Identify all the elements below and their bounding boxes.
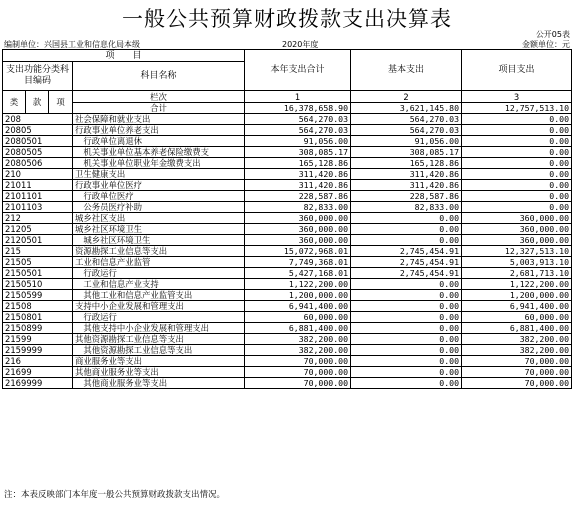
row-subject-name: 其他支持中小企业发展和管理支出 [73,323,245,334]
row-project: 0.00 [462,136,572,147]
row-total: 360,000.00 [245,213,351,224]
row-total: 82,833.00 [245,202,351,213]
row-total: 564,270.03 [245,125,351,136]
row-project: 6,881,400.00 [462,323,572,334]
row-total: 70,000.00 [245,356,351,367]
table-row [3,257,572,268]
table-row [3,367,572,378]
row-project: 360,000.00 [462,224,572,235]
column-index-row [3,91,572,103]
table-row [3,224,572,235]
row-basic: 165,128.86 [351,158,462,169]
row-total: 15,072,968.01 [245,246,351,257]
row-code: 2159999 [3,345,73,356]
row-total: 228,587.86 [245,191,351,202]
table-row [3,323,572,334]
row-basic: 2,745,454.91 [351,268,462,279]
row-total: 165,128.86 [245,158,351,169]
header-code-group: 支出功能分类科目编码 [3,62,73,91]
row-subject-name: 工业和信息产业监管 [73,257,245,268]
total-project: 12,757,513.10 [462,103,572,114]
row-subject-name: 其他工业和信息产业监管支出 [73,290,245,301]
row-total: 1,122,200.00 [245,279,351,290]
table-row [3,378,572,389]
row-total: 5,427,168.01 [245,268,351,279]
row-code: 2101103 [3,202,73,213]
table-row [3,213,572,224]
row-code: 2080505 [3,147,73,158]
row-project: 0.00 [462,147,572,158]
table-row [3,114,572,125]
row-total: 360,000.00 [245,235,351,246]
row-code: 21011 [3,180,73,191]
header-item: 项 目 [3,50,245,62]
row-code: 21205 [3,224,73,235]
row-code: 2150899 [3,323,73,334]
row-code: 212 [3,213,73,224]
header-row-item [3,50,572,62]
row-total: 382,200.00 [245,345,351,356]
col-number-2: 2 [351,91,462,103]
row-basic: 82,833.00 [351,202,462,213]
row-subject-name: 城乡社区环境卫生 [73,235,245,246]
row-total: 91,056.00 [245,136,351,147]
row-subject-name: 其他资源勘探工业信息等支出 [73,334,245,345]
row-project: 382,200.00 [462,345,572,356]
header-basic: 基本支出 [351,50,462,91]
row-basic: 0.00 [351,334,462,345]
row-total: 382,200.00 [245,334,351,345]
row-total: 7,749,368.01 [245,257,351,268]
row-basic: 0.00 [351,290,462,301]
total-label: 合计 [73,103,245,114]
table-row [3,345,572,356]
row-project: 0.00 [462,158,572,169]
row-subject-name: 商业服务业等支出 [73,356,245,367]
row-code: 216 [3,356,73,367]
row-subject-name: 公务员医疗补助 [73,202,245,213]
header-xiang: 项 [49,91,73,114]
row-total: 311,420.86 [245,169,351,180]
row-code: 2080506 [3,158,73,169]
row-basic: 311,420.86 [351,169,462,180]
row-basic: 0.00 [351,301,462,312]
row-subject-name: 其他资源勘探工业信息等支出 [73,345,245,356]
row-code: 208 [3,114,73,125]
table-row [3,279,572,290]
row-total: 311,420.86 [245,180,351,191]
table-row [3,169,572,180]
row-project: 0.00 [462,202,572,213]
table-row [3,202,572,213]
row-subject-name: 行政运行 [73,268,245,279]
row-basic: 311,420.86 [351,180,462,191]
row-code: 2150599 [3,290,73,301]
row-basic: 0.00 [351,312,462,323]
row-project: 382,200.00 [462,334,572,345]
table-row [3,301,572,312]
row-basic: 91,056.00 [351,136,462,147]
table-row [3,268,572,279]
row-project: 1,200,000.00 [462,290,572,301]
table-row [3,290,572,301]
row-basic: 0.00 [351,323,462,334]
row-subject-name: 工业和信息产业支持 [73,279,245,290]
row-subject-name: 机关事业单位基本养老保险缴费支 [73,147,245,158]
expenditure-table [2,49,572,389]
header-col-index: 栏次 [73,91,245,103]
row-basic: 0.00 [351,367,462,378]
row-project: 5,003,913.10 [462,257,572,268]
table-row [3,147,572,158]
row-subject-name: 其他商业服务业等支出 [73,378,245,389]
row-subject-name: 资源勘探工业信息等支出 [73,246,245,257]
row-basic: 0.00 [351,224,462,235]
table-row [3,158,572,169]
row-project: 0.00 [462,125,572,136]
compiling-unit: 编制单位：兴国县工业和信息化局本级 [4,40,140,49]
row-project: 360,000.00 [462,235,572,246]
row-total: 70,000.00 [245,367,351,378]
report-year: 2020年度 [282,40,319,49]
col-number-1: 1 [245,91,351,103]
row-code: 2150801 [3,312,73,323]
row-code: 21599 [3,334,73,345]
table-row [3,312,572,323]
row-project: 70,000.00 [462,367,572,378]
row-basic: 308,085.17 [351,147,462,158]
row-subject-name: 行政单位离退休 [73,136,245,147]
row-project: 70,000.00 [462,378,572,389]
table-row [3,180,572,191]
table-row [3,334,572,345]
row-project: 6,941,400.00 [462,301,572,312]
header-total: 本年支出合计 [245,50,351,91]
total-amount: 16,378,658.90 [245,103,351,114]
row-project: 70,000.00 [462,356,572,367]
header-kuan: 款 [26,91,49,114]
row-project: 0.00 [462,169,572,180]
table-row [3,246,572,257]
row-subject-name: 城乡社区支出 [73,213,245,224]
row-total: 1,200,000.00 [245,290,351,301]
row-total: 70,000.00 [245,378,351,389]
table-row [3,235,572,246]
row-total: 6,881,400.00 [245,323,351,334]
row-code: 2120501 [3,235,73,246]
table-row [3,191,572,202]
row-subject-name: 卫生健康支出 [73,169,245,180]
row-project: 1,122,200.00 [462,279,572,290]
table-row [3,136,572,147]
row-code: 210 [3,169,73,180]
footnote: 注：本表反映部门本年度一般公共预算财政拨款支出情况。 [4,490,226,500]
row-subject-name: 行政运行 [73,312,245,323]
row-basic: 0.00 [351,279,462,290]
row-code: 2169999 [3,378,73,389]
row-code: 2080501 [3,136,73,147]
row-project: 60,000.00 [462,312,572,323]
row-subject-name: 支持中小企业发展和管理支出 [73,301,245,312]
row-basic: 2,745,454.91 [351,246,462,257]
header-subject: 科目名称 [73,62,245,91]
row-subject-name: 其他商业服务业等支出 [73,367,245,378]
row-subject-name: 城乡社区环境卫生 [73,224,245,235]
table-row [3,356,572,367]
row-code: 215 [3,246,73,257]
row-subject-name: 行政单位医疗 [73,191,245,202]
row-project: 0.00 [462,191,572,202]
row-code: 20805 [3,125,73,136]
row-subject-name: 机关事业单位职业年金缴费支出 [73,158,245,169]
table-row [3,125,572,136]
row-basic: 0.00 [351,378,462,389]
row-total: 308,085.17 [245,147,351,158]
row-subject-name: 行政事业单位医疗 [73,180,245,191]
row-code: 2101101 [3,191,73,202]
row-subject-name: 社会保障和就业支出 [73,114,245,125]
row-basic: 564,270.03 [351,125,462,136]
row-total: 60,000.00 [245,312,351,323]
header-lei: 类 [3,91,26,114]
row-basic: 0.00 [351,345,462,356]
row-total: 564,270.03 [245,114,351,125]
row-code: 21699 [3,367,73,378]
col-number-3: 3 [462,91,572,103]
row-code: 2150501 [3,268,73,279]
form-number: 公开05表 [535,30,570,39]
row-project: 0.00 [462,114,572,125]
row-basic: 228,587.86 [351,191,462,202]
row-project: 12,327,513.10 [462,246,572,257]
row-basic: 0.00 [351,213,462,224]
row-code: 21508 [3,301,73,312]
row-subject-name: 行政事业单位养老支出 [73,125,245,136]
row-basic: 564,270.03 [351,114,462,125]
report-title: 一般公共预算财政拨款支出决算表 [122,7,452,31]
row-basic: 0.00 [351,356,462,367]
row-total: 360,000.00 [245,224,351,235]
row-basic: 0.00 [351,235,462,246]
row-code: 21505 [3,257,73,268]
total-row [3,103,572,114]
row-total: 6,941,400.00 [245,301,351,312]
amount-unit: 金额单位：元 [522,40,570,49]
row-project: 2,681,713.10 [462,268,572,279]
row-project: 360,000.00 [462,213,572,224]
row-code: 2150510 [3,279,73,290]
row-project: 0.00 [462,180,572,191]
header-project: 项目支出 [462,50,572,91]
total-basic: 3,621,145.80 [351,103,462,114]
row-basic: 2,745,454.91 [351,257,462,268]
